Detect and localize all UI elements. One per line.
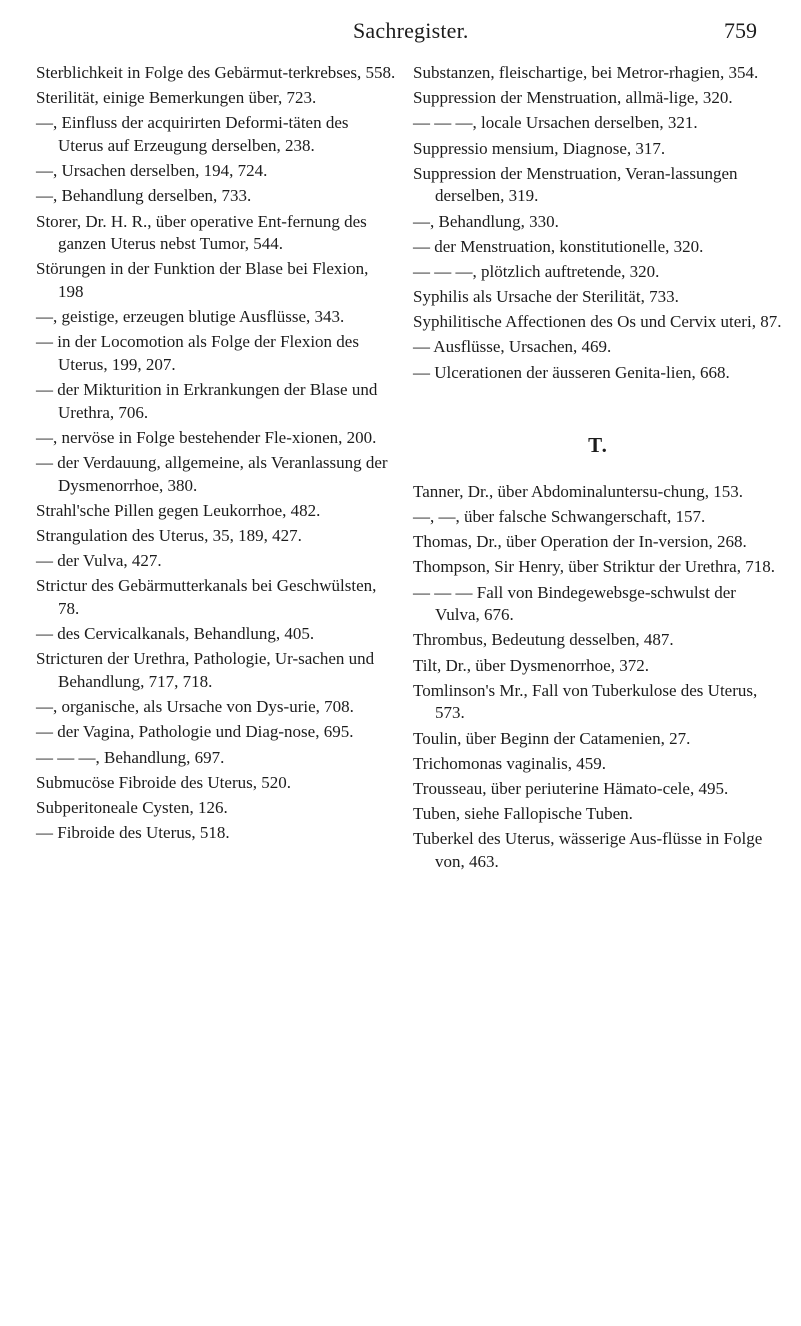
index-entry: Syphilitische Affectionen des Os und Cervix uteri, 87. [413,312,782,332]
index-entry: Tilt, Dr., über Dysmenorrhoe, 372. [413,655,649,675]
index-entry: —, Behandlung, 330. [413,211,559,231]
index-entry: Tomlinson's Mr., Fall von Tuberkulose des Uterus, 573. [413,680,758,723]
index-entry: — der Verdauung, allgemeine, als Veranlassung der Dysmenorrhoe, 380. [36,453,388,495]
index-entry: Thompson, Sir Henry, über Striktur der Urethra, 718. [413,557,775,577]
index-entry: Trousseau, über periuterine Hämato-cele, 495. [413,778,729,798]
index-entry: Syphilis als Ursache der Sterilität, 733. [413,287,679,307]
index-entry: Strictur des Gebärmutterkanals bei Geschwülsten, 78. [36,576,377,618]
index-entry: Suppression der Menstruation, Veran-lassungen derselben, 319. [413,163,738,206]
index-entry: — der Vagina, Pathologie und Diag-nose, 695. [36,722,354,742]
index-entry: Substanzen, fleischartige, bei Metror-rhagien, 354. [413,63,759,82]
index-entry: Tanner, Dr., über Abdominaluntersu-chung, 153. [413,481,744,501]
index-entry: —, Ursachen derselben, 194, 724. [36,161,268,181]
index-entry: Stricturen der Urethra, Pathologie, Ur-sachen und Behandlung, 717, 718. [36,649,375,691]
right-column [413,62,783,876]
index-entry: Subperitoneale Cysten, 126. [36,797,228,817]
index-entry: Thomas, Dr., über Operation der In-version, 268. [413,532,747,552]
index-entry: Störungen in der Funktion der Blase bei Flexion, 198 [36,259,369,301]
index-entry: — Fibroide des Uterus, 518. [36,823,230,843]
index-entry: — — —, plötzlich auftretende, 320. [413,261,660,281]
index-entry: Strangulation des Uterus, 35, 189, 427. [36,526,302,545]
index-entry: —, —, über falsche Schwangerschaft, 157. [413,507,706,527]
running-title: Sachregister. [353,18,469,43]
index-entry: Strahl'sche Pillen gegen Leukorrhoe, 482. [36,500,321,520]
index-entry: — Ausflüsse, Ursachen, 469. [413,337,612,357]
index-entry: Suppressio mensium, Diagnose, 317. [413,138,666,158]
index-entry: —, Einfluss der acquirirten Deformi-täten des Uterus auf Erzeugung derselben, 238. [36,113,349,155]
index-entry: — der Menstruation, konstitutionelle, 320. [413,236,704,256]
index-entry: — — —, locale Ursachen derselben, 321. [413,113,698,133]
left-column [36,62,398,847]
index-entry: Storer, Dr. H. R., über operative Ent-fernung des ganzen Uterus nebst Tumor, 544. [36,211,367,254]
page-header [0,18,801,48]
index-entry: Tuben, siehe Fallopische Tuben. [413,804,633,824]
index-entry: Suppression der Menstruation, allmä-lige, 320. [413,88,733,108]
index-entry: —, geistige, erzeugen blutige Ausflüsse, 343. [36,307,345,327]
index-entry: Sterilität, einige Bemerkungen über, 723. [36,88,317,108]
index-entry: — — — Fall von Bindegewebsge-schwulst der Vulva, 676. [413,582,736,625]
index-entry: — Ulcerationen der äusseren Genita-lien, 668. [413,362,730,382]
index-entry: Sterblichkeit in Folge des Gebärmut-terkrebses, 558. [36,63,396,82]
section-letter-heading: T. [588,433,608,458]
index-entry: — der Vulva, 427. [36,551,162,571]
index-entry: —, Behandlung derselben, 733. [36,186,252,206]
index-entry: — der Mikturition in Erkrankungen der Blase und Urethra, 706. [36,380,378,422]
page-number: 759 [724,18,757,43]
index-entry: — — —, Behandlung, 697. [36,747,225,767]
index-entry: Submucöse Fibroide des Uterus, 520. [36,772,291,792]
index-entry: — in der Locomotion als Folge der Flexion des Uterus, 199, 207. [36,332,359,374]
index-entry: — des Cervicalkanals, Behandlung, 405. [36,624,315,644]
index-entry: Tuberkel des Uterus, wässerige Aus-flüsse in Folge von, 463. [413,829,763,871]
index-entry: Toulin, über Beginn der Catamenien, 27. [413,728,691,748]
index-entry: Thrombus, Bedeutung desselben, 487. [413,630,674,650]
index-entry: —, nervöse in Folge bestehender Fle-xionen, 200. [36,427,377,447]
index-entry: Trichomonas vaginalis, 459. [413,753,606,773]
index-entry: —, organische, als Ursache von Dys-urie, 708. [36,697,354,717]
